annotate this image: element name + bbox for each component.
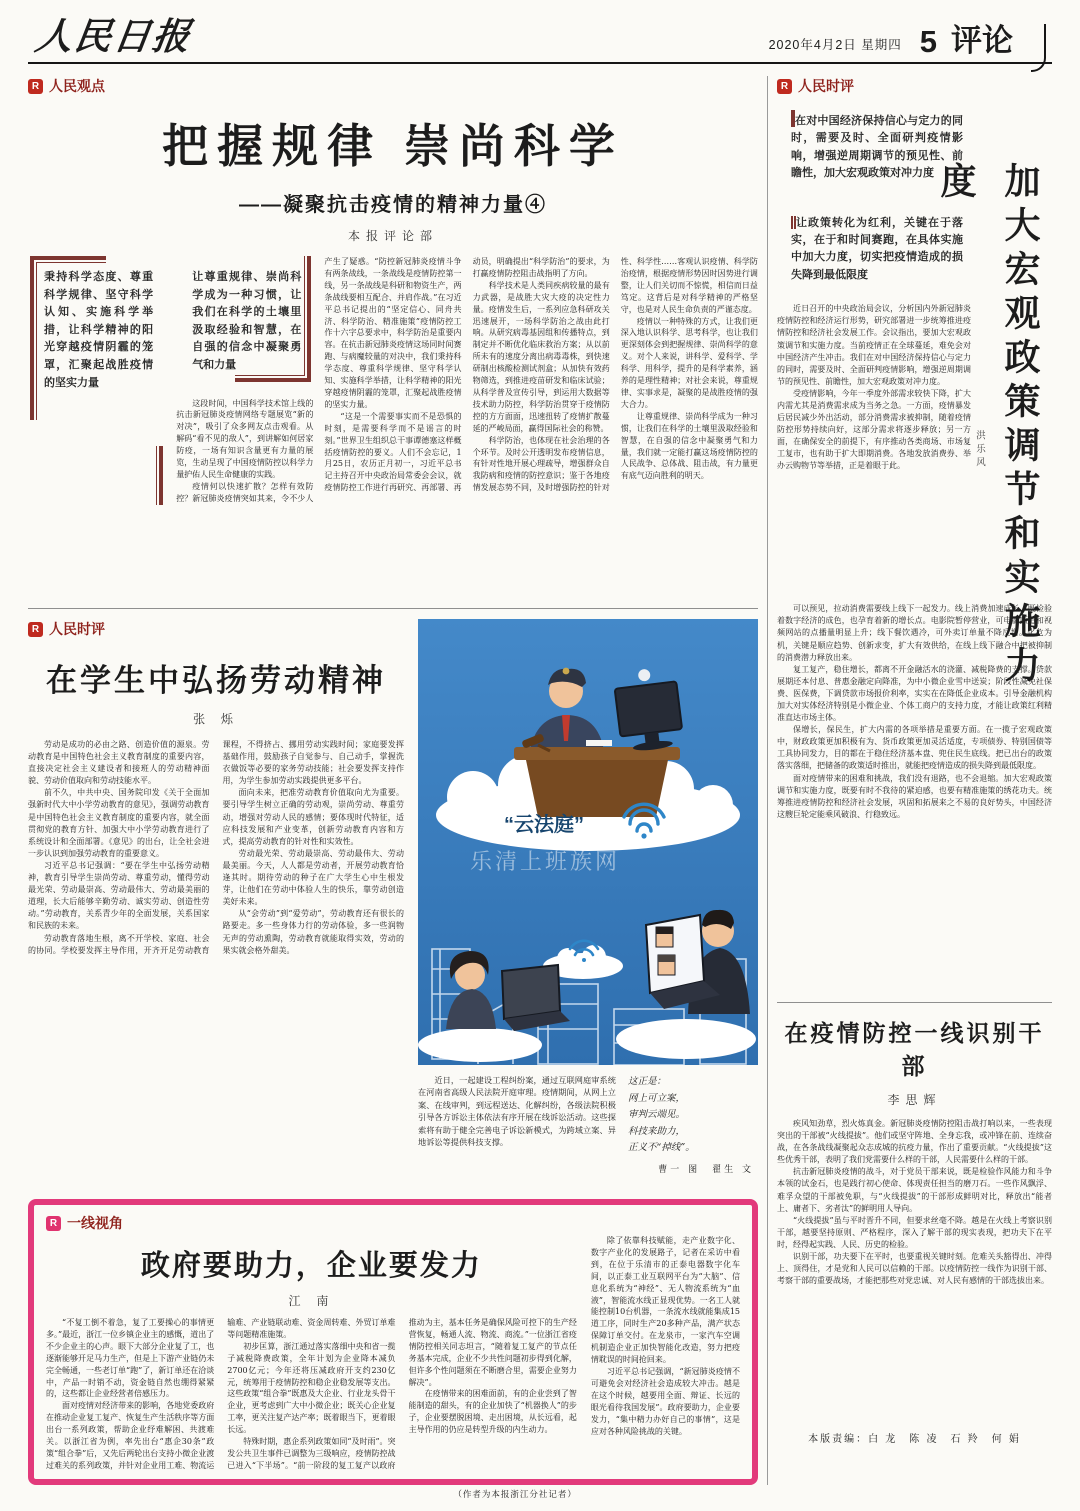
section-label-frontline [46, 1213, 740, 1233]
masthead-bracket-icon [1031, 24, 1046, 72]
section-r-icon: R [28, 79, 43, 94]
article-opinion [28, 76, 758, 596]
pull-quote-2: 让尊重规律、崇尚科学成为一种习惯，让我们在科学的土壤里汲取经验和智慧，在自强的信念中凝聚勇气和力量 [178, 256, 311, 382]
cloud-court-label: “云法庭” [504, 814, 584, 836]
page-editors: 本版责编：白 龙 陈 凌 石 羚 何 娟 [808, 1434, 1021, 1445]
masthead-rule [28, 62, 1052, 64]
article-labor-row [28, 619, 758, 1185]
frontline-byline: 江 南 [288, 1294, 335, 1308]
frontline-paragraph: 除了依靠科技赋能，走产业数字化、数字产业化的发展路子，记者在采访中看到，在位于乐清市的正泰电器数字化车间，以正泰工业互联网平台为“大脑”、信息化系统为“神经”、无人物流系统为“血液”，智能流水线正显现优势。一名工人就能控制10台机器，一条流水线就能集成15道工序，同时生产20多种产品，满产状态保障订单交付。在龙泉市，一家汽车空调机制造企业正加快智能化改造，努力把疫情耽误的时间抢回来。 [590, 1236, 740, 1365]
cadres-body [777, 1118, 1052, 1414]
watermark-text: 乐清上班族网 [470, 849, 621, 874]
masthead-date: 2020年4月2日 星期四 [768, 38, 902, 52]
opinion-paragraph: “这是一个需要事实而不是恐惧的时刻，是需要科学而不是谣言的时刻。”世界卫生组织总干事谭德塞这样概括疫情防控的要义。人们不会忘记，1月25日，农历正月初一，习近平总书记主持召开中央政治局常委会会议，就疫情防控工作进行再研究、再部署、再动员，明确提出“科学防治”的要求，为打赢疫情防控阻击战指明了方向。 [324, 257, 610, 493]
frontline-paragraph: 初步匡算，浙江通过落实落细中央和省一揽子减税降费政策，全年计划为企业降本减负2700亿元；今年还将压减政府开支约230亿元，统筹用于疫情防控和稳企业稳发展等支出。这些政策“组合拳”既惠及大企业、行业龙头骨干企业，更考虑到广大中小微企业；既关心企业复工率，更关注复产达产率；既着眼当下，更着眼长远。 [227, 1341, 396, 1435]
article-macro [777, 100, 1052, 990]
macro-paragraph: 可以预见，拉动消费需要线上线下一起发力。线上消费加速成长，既检验着数字经济的成色，也孕育着新的增长点。电影院暂停营业，可电影频道和视频网站的点播量明显上升；线下餐饮遇冷，可外卖订单量不降反增。化危为机，关键是顺应趋势、创新求变，扩大有效供给，在线上线下融合中把被抑制的消费潜力释放出来。 [776, 604, 1052, 662]
page-number: 5 [919, 24, 937, 59]
section-r-icon: R [46, 1216, 61, 1231]
section-r-icon: R [28, 622, 43, 637]
labor-byline: 张 烁 [193, 712, 239, 726]
illustration-credit: 曹一 图 翟生 文 [658, 1164, 754, 1175]
column-divider [767, 76, 768, 1485]
section-label-opinion [28, 76, 758, 96]
frontline-paragraph: 特殊时期，惠企系列政策如同“及时雨”。突发公共卫生事件已调整为三级响应，疫情防控战已进入“下半场”。“前一阶段的复工复产以政府推动为主，基本任务是确保风险可控下的生产经营恢复，畅通人流、物流、商流。”一位浙江省疫情防控相关同志坦言，“随着复工复产的节点任务基本完成，企业不少共性问题初步得到化解，但许多个性问题须在不断磨合里，需要企业努力解决”。 [227, 1318, 577, 1470]
section-label-text: 一线视角 [67, 1215, 123, 1231]
cloud-court-illustration [418, 619, 758, 1065]
section-label-text: 人民观点 [49, 78, 105, 94]
caption-poem [628, 1074, 754, 1178]
illustration-block [418, 619, 758, 1185]
cadres-paragraph: “火线提拔”虽与平时晋升不同，但要求丝毫不降。越是在火线上考察识别干部，越要坚持原则、严格程序，深入了解干部的现实表现，把功夫下在平时，经得起实践、人民、历史的检验。 [776, 1215, 1052, 1249]
author-note: （作者为本报浙江分社记者） [453, 1490, 577, 1500]
frontline-headline: 政府要助力，企业要发力 [140, 1250, 482, 1282]
cadres-paragraph: 抗击新冠肺炎疫情的战斗，对于党员干部来说，既是检验作风能力和斗争本领的试金石，也是践行初心使命、体现责任担当的磨刀石。一些作风飘浮、难孚众望的干部被免职，与“火线提拔”的干部形成鲜明对比，释放出“能者上、庸者下、劣者汰”的鲜明用人导向。 [776, 1167, 1052, 1213]
section-label-shiping [28, 619, 404, 639]
frontline-body [46, 1317, 577, 1485]
opinion-subtitle: ——凝聚抗击疫情的精神力量④ [239, 194, 547, 216]
masthead-right [769, 12, 1052, 60]
page-content [28, 76, 1052, 1500]
opinion-body [28, 256, 758, 596]
section-r-icon: R [777, 79, 792, 94]
article-frontline-highlighted [28, 1199, 758, 1500]
macro-paragraph: 近日召开的中央政治局会议，分析国内外新冠肺炎疫情防控和经济运行形势，研究部署进一步统筹推进疫情防控和经济社会发展工作。会议指出，要加大宏观政策调节和实施力度。当前疫情正在全球蔓延，难免会对中国经济产生冲击。我们在对中国经济保持信心与定力的同时，需要及时、全面研判疫情影响，增强逆周期调节的预见性、前瞻性，加大宏观政策对冲力度。 [776, 304, 971, 386]
labor-paragraph: 从“会劳动”到“爱劳动”，劳动教育还有很长的路要走。多一些身体力行的劳动体验，多一些润物无声的劳动熏陶，劳动教育就能取得实效，劳动的果实就会格外甜美。 [222, 909, 404, 955]
frontline-paragraph: 面对疫情对经济带来的影响，各地党委政府在推动企业复工复产、恢复生产生活秩序等方面出台一系列政策，帮助企业纾难解困、共渡难关。以浙江省为例，率先出台“惠企30条”政策“组合拳”后，又先后两轮出台支持小微企业渡过难关的系列政策，并针对企业用工难、物流运输难、产业链联动难、资金周转难、外贸订单难等问题精准施策。 [46, 1318, 396, 1470]
frontline-content [46, 1235, 740, 1500]
labor-paragraph: 习近平总书记强调：“要在学生中弘扬劳动精神，教育引导学生崇尚劳动、尊重劳动，懂得劳动最光荣、劳动最崇高、劳动最伟大、劳动最美丽的道理，长大后能够辛勤劳动、诚实劳动、创造性劳动。”劳动教育，关系青少年的全面发展，关系国家和民族的未来。 [28, 860, 210, 931]
illustration-caption [418, 1074, 758, 1178]
frontline-column-4 [591, 1235, 740, 1477]
opinion-paragraph: 疫情何以快速扩散？怎样有效防控？新冠肺炎疫情突如其来，令不少人产生了疑惑。“防控新冠肺炎疫情斗争有两条战线，一条战线是疫情防控第一线，另一条战线是科研和物资生产，两条战线要相互配合、并肩作战。”在习近平总书记提出的“坚定信心、同舟共济、科学防治、精准施策”疫情防控工作十六字总要求中，科学防治是重要内容。在抗击新冠肺炎疫情这场同时间赛跑、与病魔较量的对决中，我们秉持科学态度、尊重科学规律、坚守科学认知、实施科学举措，让科学精神的阳光穿越疫情阴霾的笼罩，汇聚起战胜疫情的坚实力量。 [176, 257, 462, 503]
section-name: 评论 [951, 23, 1013, 58]
opinion-paragraph: 疫情以一种特殊的方式，让我们更深入地认识科学、思考科学，也让我们更深刻体会到把握规律、崇尚科学的意义。对个人来说，讲科学、爱科学、学科学、用科学，提升的是科学素养，涵养的是理性精神；对社会来说，尊重规律、实事求是，凝聚的是战胜疫情的强大合力。 [620, 316, 758, 409]
cadres-headline: 在疫情防控一线识别干部 [784, 1020, 1045, 1079]
section-label-text: 人民时评 [49, 621, 105, 637]
caption-text: 近日，一起建设工程纠纷案，通过互联网庭审系统在河南省高级人民法院开庭审理。疫情期间，从网上立案、在线审判，到远程送达、化解纠纷，各级法院积极引导各方诉讼主体依法有序开展在线诉讼活动。这些探索将有助于健全完善电子诉讼新模式，为跨域立案、异地诉讼等提供科技支撑。 [418, 1075, 616, 1148]
labor-paragraph: 劳动最光荣、劳动最崇高、劳动最伟大、劳动最美丽。今天，人人都是劳动者，开展劳动教育恰逢其时。期待劳动的种子在广大学生心中生根发芽，让他们在劳动中体验人生的快乐，靠劳动创造美好未来。 [222, 848, 404, 907]
poem-line: 网上可立案， [628, 1092, 686, 1104]
labor-body [28, 739, 404, 1185]
opinion-paragraph: 让尊重规律、崇尚科学成为一种习惯，让我们在科学的土壤里汲取经验和智慧，在自强的信念中凝聚勇气和力量，我们就一定能打赢这场疫情防控的人民战争、总体战、阻击战，有力量更有底气迈向胜利的明天。 [620, 411, 758, 481]
frontline-paragraph: 在疫情带来的困难面前，有的企业尝到了智能制造的甜头，有的企业加快了“机器换人”的步子，企业要摆脱困境、走出困境，从长远看，起主导作用的仍应是转型升级的内生动力。 [408, 1389, 577, 1435]
macro-byline: 洪乐风 [974, 430, 985, 471]
pull-quote-1: 秉持科学态度、尊重科学规律、坚守科学认知、实施科学举措，让科学精神的阳光穿越疫情阴霾的笼罩，汇聚起战胜疫情的坚实力量 [30, 256, 163, 399]
opinion-paragraph: 科学技术是人类同疾病较量的最有力武器，是战胜大灾大疫的决定性力量。疫情发生后，一系列应急科研攻关迅速展开，一场科学防治之战由此打响。从研究病毒基因组和传播特点，到制定并不断优化临床救治方案；从以前所未有的速度分离出病毒毒株，到快速研制出核酸检测试剂盒；从加快有效药物筛选，到推进疫苗研发和临床试验；从科学普及宣传引导，到运用大数据等技术助力防控，科学防治贯穿于疫情防控的方方面面，迅速扭转了疫情扩散蔓延的严峻局面，赢得国际社会的称赞。 [472, 280, 610, 433]
labor-paragraph: 前不久，中共中央、国务院印发《关于全面加强新时代大中小学劳动教育的意见》，强调劳动教育是中国特色社会主义教育制度的重要内容，就全面贯彻党的教育方针、加强大中小学劳动教育进行了系统设计和全面部署。《意见》的出台，让全社会进一步认识到加强劳动教育的重要意义。 [28, 788, 210, 858]
macro-paragraph: 面对疫情带来的困难和挑战，我们没有退路，也不会退缩。加大宏观政策调节和实施力度，既要有时不我待的紧迫感，也要有精准施策的绣花功夫。统筹推进疫情防控和经济社会发展，巩固和拓展来之不易的良好势头，中国经济这艘巨轮定能乘风破浪、行稳致远。 [776, 773, 1052, 819]
labor-paragraph: 劳动教育落地生根，离不开学校、家庭、社会的协同。学校要发挥主导作用，开齐开足劳动教育课程，不得挤占、挪用劳动实践时间；家庭要发挥基础作用，鼓励孩子自觉参与、自己动手，掌握洗衣做饭等必要的家务劳动技能；社会要发挥支持作用，为学生参加劳动实践提供更多平台。 [28, 740, 404, 955]
labor-paragraph: 面向未来，把准劳动教育价值取向尤为重要。要引导学生树立正确的劳动观，崇尚劳动、尊重劳动，增强对劳动人民的感情；要体现时代特征，适应科技发展和产业变革，创新劳动教育内容和方式，提高劳动教育的针对性和实效性。 [222, 788, 404, 846]
poem-line: 正义不“掉线”。 [628, 1142, 695, 1153]
macro-paragraph: 保增长，保民生，扩大内需的各项举措是重要方面。在一揽子宏观政策中，财政政策更加积极有为、货币政策更加灵活适度，专项债券、特别国债等工具协同发力，目的都在于稳住经济基本盘、兜住民生底线。把已出台的政策落实落细，把储备的政策适时推出，就能把疫情造成的损失降到最低限度。 [776, 725, 1052, 771]
section-label-macro [777, 76, 1052, 96]
opinion-paragraph: 这段时间，中国科学技术馆上线的抗击新冠肺炎疫情网络专题展览“新的对决”，吸引了众多网友点击观看。从解码“看不见的敌人”，到讲解如何居家防疫，一场有知识含量更有力量的展览，生动呈现了中国疫情防控以科学力量护佑人民生命健康的实践。 [176, 398, 314, 479]
masthead-page [920, 15, 1013, 60]
labor-paragraph: 劳动是成功的必由之路、创造价值的源泉。劳动教育是中国特色社会主义教育制度的重要内容，直接决定社会主义建设者和接班人的劳动精神面貌、劳动价值取向和劳动技能水平。 [28, 740, 210, 786]
poem-line: 科技来助力， [628, 1125, 686, 1137]
section-divider [777, 1002, 1052, 1003]
frontline-paragraph: “不复工倒不着急，复了工要操心的事情更多。”最近，浙江一位乡镇企业主的感慨，道出了不少企业主的心声。眼下大部分企业复了工，也逐渐能够开足马力生产，但是上下游产业链仍未完全畅通，一些老订单“跑”了，新订单还在洽谈中，产品一时销不动，资金链自然也绷得紧紧的，这些都让企业经营者倍感压力。 [46, 1318, 215, 1399]
macro-headline-vertical: 加大宏观政策调节和实施力度 [936, 162, 1041, 690]
masthead-logo: 人民日报 [32, 14, 195, 58]
macro-paragraph: 复工复产，稳住增长，都离不开金融活水的浇灌、减税降费的支撑。贷款展期还本付息、普惠金融定向降准，为中小微企业雪中送炭；阶段性减免社保费、医保费，下调贷款市场报价利率，实实在在降低企业成本。引导金融机构加大对实体经济特别是小微企业、个体工商户的支持力度，才能让政策红利精准直达市场主体。 [776, 664, 1052, 723]
pull-quote-macro-1: 在对中国经济保持信心与定力的同时，需要及时、全面研判疫情影响，增强逆周期调节的预见性、前瞻性，加大宏观政策对冲力度 [777, 100, 975, 190]
poem-line: 审判云端见。 [628, 1109, 686, 1120]
macro-paragraph: 受疫情影响，今年一季度外部需求较快下降，扩大内需尤其是消费需求成为当务之急。一方面，疫情暴发后居民减少外出活动，部分消费需求被抑制，随着疫情防控形势持续向好，这部分需求将逐步释放；另一方面，在确保安全的前提下，有序推动各类商场、市场复工复市，也有助于扩大即期消费。各地发放消费券、举办云购物节等举措，正是着眼于此。 [776, 388, 971, 471]
pull-quote-macro-2: 让政策转化为红利，关键在于落实，在于和时间赛跑，在具体实施中加大力度，切实把疫情造成的损失降到最低限度 [790, 215, 963, 281]
labor-headline: 在学生中弘扬劳动精神 [46, 663, 386, 698]
article-cadres [777, 1015, 1052, 1414]
cadres-byline: 李思辉 [887, 1093, 942, 1107]
cadres-paragraph: 疾风知劲草，烈火炼真金。新冠肺炎疫情防控阻击战打响以来，一些表现突出的干部被“火线提拔”。他们或坚守阵地、全身忘我，或冲锋在前、连续奋战，在各条战线凝聚起众志成城的抗疫力量，作出了重要贡献。“火线提拔”这些优秀干部，表明了我们党需要什么样的干部，人民需要什么样的干部。 [776, 1119, 1052, 1165]
poem-line: 这正是： [628, 1076, 667, 1087]
opinion-headline: 把握规律 崇尚科学 [162, 120, 624, 172]
frontline-paragraph: 习近平总书记强调，“新冠肺炎疫情不可避免会对经济社会造成较大冲击。越是在这个时候，越要用全面、辩证、长远的眼光看待我国发展”。政府要助力，企业要发力，“集中精力办好自己的事情”，这是应对各种风险挑战的关键。 [590, 1366, 740, 1436]
opinion-paragraph: 科学防治，也体现在社会治理的各个环节。及时公开透明发布疫情信息，有针对性地开展心理疏导，增强群众自我防病和疫情的防控意识；鉴于各地疫情发展态势不同，及时增强防控的针对性、科学性……客观认识疫情、科学防治疫情，根据疫情形势因时因势进行调整，让人们关切而不惊慌，相信而日益笃定。这背后是对科学精神的严格坚守，也是对人民生命负责的严谨态度。 [472, 257, 758, 493]
right-region [777, 76, 1052, 1485]
opinion-byline: 本报评论部 [347, 229, 438, 243]
section-divider [28, 608, 758, 609]
article-labor [28, 619, 404, 1185]
frontline-main [46, 1235, 577, 1500]
cadres-paragraph: 识别干部，功夫要下在平时，也要重视关键时刻。危难关头豁得出、冲得上、顶得住，才是党和人民可以信赖的干部。以疫情防控一线作为识别干部、考察干部的重要战场，才能把那些对党忠诚、对人民有感情的干部选拔出来。 [776, 1252, 1052, 1286]
masthead [28, 8, 1052, 60]
left-region [28, 76, 758, 1500]
section-label-text: 人民时评 [797, 78, 854, 94]
